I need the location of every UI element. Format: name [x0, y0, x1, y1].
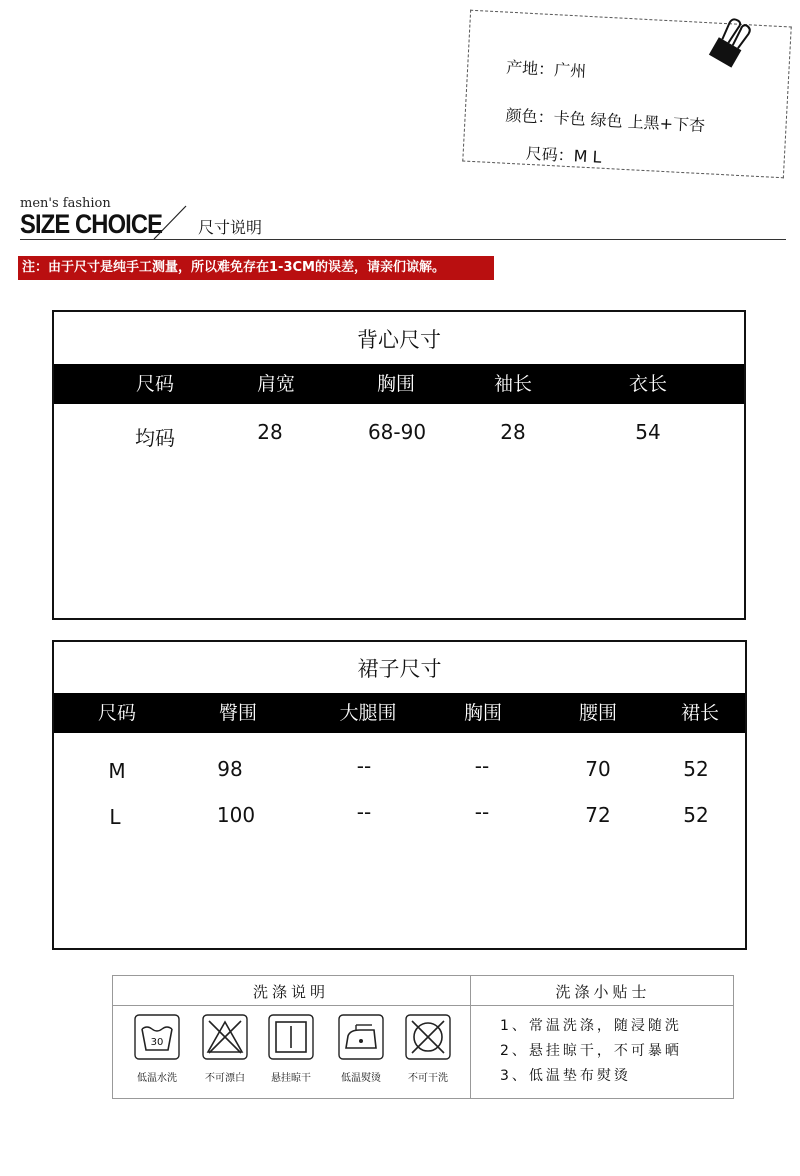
skirt-header-cell: 大腿围	[339, 702, 397, 724]
origin-text: 产地：广州	[505, 57, 587, 81]
skirt-cell: --	[356, 754, 372, 778]
care-icon-label: 低温水洗	[137, 1073, 177, 1084]
skirt-header-row	[54, 693, 745, 733]
skirt-cell: 100	[216, 803, 256, 827]
vest-cell: 28	[257, 420, 283, 444]
skirt-header-cell: 腰围	[578, 702, 618, 724]
vest-header-cell: 肩宽	[256, 373, 296, 395]
skirt-header-cell: 胸围	[463, 702, 503, 724]
color-text: 颜色：卡色 绿色 上黑+下杏	[505, 105, 706, 136]
wash-tip: 1、常温洗涤，随浸随洗	[500, 1018, 682, 1034]
vest-header-cell: 衣长	[628, 373, 668, 395]
care-icon-label: 不可漂白	[205, 1073, 245, 1084]
skirt-table-title: 裙子尺寸	[357, 657, 442, 681]
skirt-cell: 98	[217, 757, 243, 781]
measurement-note: 注：由于尺寸是纯手工测量，所以难免存在1-3CM的误差，请亲们谅解。	[18, 256, 494, 280]
skirt-cell: M	[108, 759, 126, 783]
vest-header-row	[54, 364, 744, 404]
skirt-cell: 70	[585, 757, 611, 781]
no-bleach-icon	[202, 1014, 248, 1060]
care-instructions-panel	[112, 975, 734, 1099]
vest-cell: 28	[500, 420, 526, 444]
vest-cell: 54	[635, 420, 661, 444]
care-panel-divider	[470, 976, 471, 1098]
care-icon-label: 悬挂晾干	[271, 1073, 311, 1084]
size-text: 尺码：M L	[525, 143, 602, 167]
binder-clip-icon	[700, 16, 760, 76]
vest-size-table	[52, 310, 746, 620]
skirt-header-cell: 臀围	[218, 702, 258, 724]
hang-dry-icon	[268, 1014, 314, 1060]
skirt-cell: --	[356, 800, 372, 824]
header-subtitle: men's fashion	[20, 196, 111, 211]
skirt-header-cell: 尺码	[97, 702, 137, 724]
wash-tip: 2、悬挂晾干，不可暴晒	[500, 1043, 682, 1059]
skirt-header-cell: 裙长	[680, 702, 720, 724]
header-divider	[20, 239, 786, 240]
care-icon-label: 低温熨烫	[341, 1073, 381, 1084]
vest-table-title: 背心尺寸	[357, 328, 441, 352]
skirt-cell: 72	[585, 803, 611, 827]
skirt-cell: 52	[683, 757, 709, 781]
vest-cell: 68-90	[367, 420, 427, 444]
header-title: SIZE CHOICE	[20, 209, 163, 239]
low-temp-wash-icon	[134, 1014, 180, 1060]
title-slash-decoration	[150, 202, 190, 242]
wash-tips-title: 洗涤小贴士	[555, 983, 651, 1001]
skirt-cell: --	[474, 800, 490, 824]
vest-header-cell: 袖长	[493, 373, 533, 395]
skirt-cell: 52	[683, 803, 709, 827]
size-chart-label: 尺寸说明	[198, 218, 263, 237]
vest-cell: 均码	[135, 426, 175, 450]
wash-instructions-title: 洗涤说明	[252, 983, 330, 1001]
care-panel-rule	[113, 1005, 733, 1006]
vest-header-cell: 尺码	[135, 373, 175, 395]
no-dry-clean-icon	[405, 1014, 451, 1060]
low-temp-iron-icon	[338, 1014, 384, 1060]
care-icon-label: 不可干洗	[408, 1073, 448, 1084]
wash-tip: 3、低温垫布熨烫	[500, 1068, 631, 1084]
skirt-cell: L	[109, 805, 121, 829]
skirt-cell: --	[474, 754, 490, 778]
vest-header-cell: 胸围	[376, 373, 416, 395]
skirt-size-table	[52, 640, 747, 950]
wash-temperature: 30	[150, 1037, 164, 1048]
